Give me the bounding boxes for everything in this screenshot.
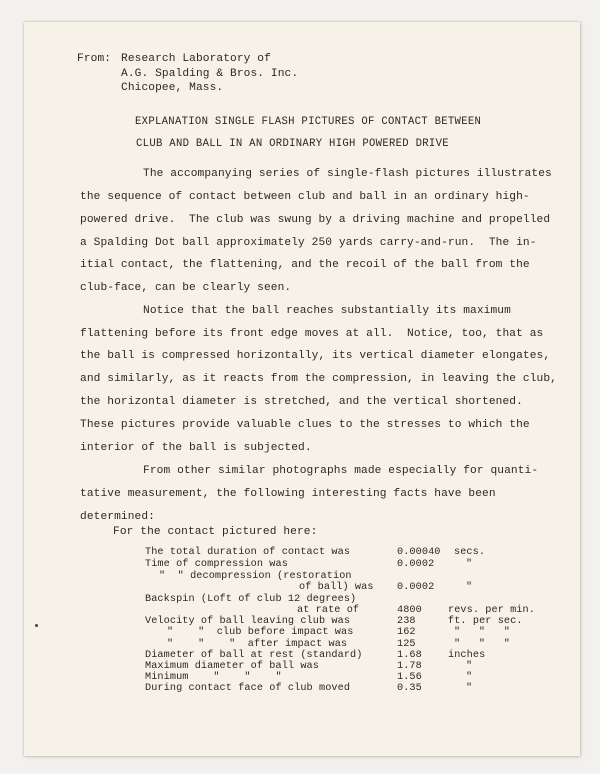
paragraph-3-line: tative measurement, the following interesting facts have been [80, 488, 496, 500]
paragraph-2-line: flattening before its front edge moves at all. Notice, too, that as [80, 328, 544, 340]
table-row-unit: inches [448, 650, 486, 661]
table-row-value: 162 [397, 627, 416, 638]
paragraph-2-line: interior of the ball is subjected. [80, 442, 312, 454]
paragraph-1-line: The accompanying series of single-flash pictures illustrates [143, 168, 552, 180]
table-row-unit: " [466, 672, 473, 683]
paragraph-1-line: the sequence of contact between club and ball in an ordinary high- [80, 191, 530, 203]
table-row-unit: revs. per min. [448, 605, 535, 616]
table-row-label: " " " after impact was [167, 639, 348, 650]
paragraph-1-line: powered drive. The club was swung by a driving machine and propelled [80, 214, 551, 226]
table-row-value: 1.68 [397, 650, 422, 661]
table-row-label: at rate of [297, 605, 360, 616]
table-row-label: Backspin (Loft of club 12 degrees) [145, 594, 357, 605]
table-row-unit: " [466, 683, 473, 694]
table-row-label: of ball) was [299, 582, 374, 593]
from-line-2: A.G. Spalding & Bros. Inc. [121, 68, 299, 80]
table-row-value: 1.78 [397, 661, 422, 672]
paragraph-1-line: club-face, can be clearly seen. [80, 282, 292, 294]
table-row-value: 0.0002 [397, 582, 435, 593]
table-row-label: Minimum " " " [145, 672, 282, 683]
table-row-value: 4800 [397, 605, 422, 616]
table-row-label: Velocity of ball leaving club was [145, 616, 351, 627]
table-row-value: 1.56 [397, 672, 422, 683]
from-line-3: Chicopee, Mass. [121, 82, 224, 94]
paragraph-2-line: the horizontal diameter is stretched, and the vertical shortened. [80, 396, 523, 408]
table-row-unit: secs. [454, 547, 486, 558]
table-row-label: The total duration of contact was [145, 547, 351, 558]
table-row-unit: " " " [454, 639, 510, 650]
paragraph-1-line: itial contact, the flattening, and the recoil of the ball from the [80, 259, 530, 271]
paragraph-2-line: These pictures provide valuable clues to the stresses to which the [80, 419, 530, 431]
title-line-1: EXPLANATION SINGLE FLASH PICTURES OF CONTACT BETWEEN [135, 116, 482, 128]
table-row-value: 0.0002 [397, 559, 435, 570]
paragraph-1-line: a Spalding Dot ball approximately 250 yards carry-and-run. The in- [80, 237, 537, 249]
table-row-unit: " [466, 582, 473, 593]
table-row-label: " " decompression (restoration [159, 571, 352, 582]
from-line-1: Research Laboratory of [121, 53, 271, 65]
table-row-value: 0.00040 [397, 547, 441, 558]
paragraph-2-line: Notice that the ball reaches substantially its maximum [143, 305, 511, 317]
paragraph-2-line: and similarly, as it reacts from the compression, in leaving the club, [80, 373, 557, 385]
table-row-label: " " club before impact was [167, 627, 354, 638]
table-intro: For the contact pictured here: [113, 526, 318, 538]
paragraph-2-line: the ball is compressed horizontally, its vertical diameter elongates, [80, 350, 551, 362]
table-row-label: Maximum diameter of ball was [145, 661, 319, 672]
table-row-label: During contact face of club moved [145, 683, 351, 694]
table-row-label: Diameter of ball at rest (standard) [145, 650, 363, 661]
table-row-value: 125 [397, 639, 416, 650]
from-label: From: [77, 53, 112, 65]
table-row-label: Time of compression was [145, 559, 288, 570]
table-row-unit: ft. per sec. [448, 616, 523, 627]
paragraph-3-line: From other similar photographs made especially for quanti- [143, 465, 539, 477]
paragraph-3-line: determined: [80, 511, 155, 523]
table-row-value: 0.35 [397, 683, 422, 694]
table-row-unit: " [466, 661, 473, 672]
table-row-unit: " " " [454, 627, 510, 638]
title-line-2: CLUB AND BALL IN AN ORDINARY HIGH POWERED DRIVE [136, 138, 449, 150]
ink-dot [35, 624, 38, 627]
table-row-value: 238 [397, 616, 416, 627]
table-row-unit: " [466, 559, 473, 570]
